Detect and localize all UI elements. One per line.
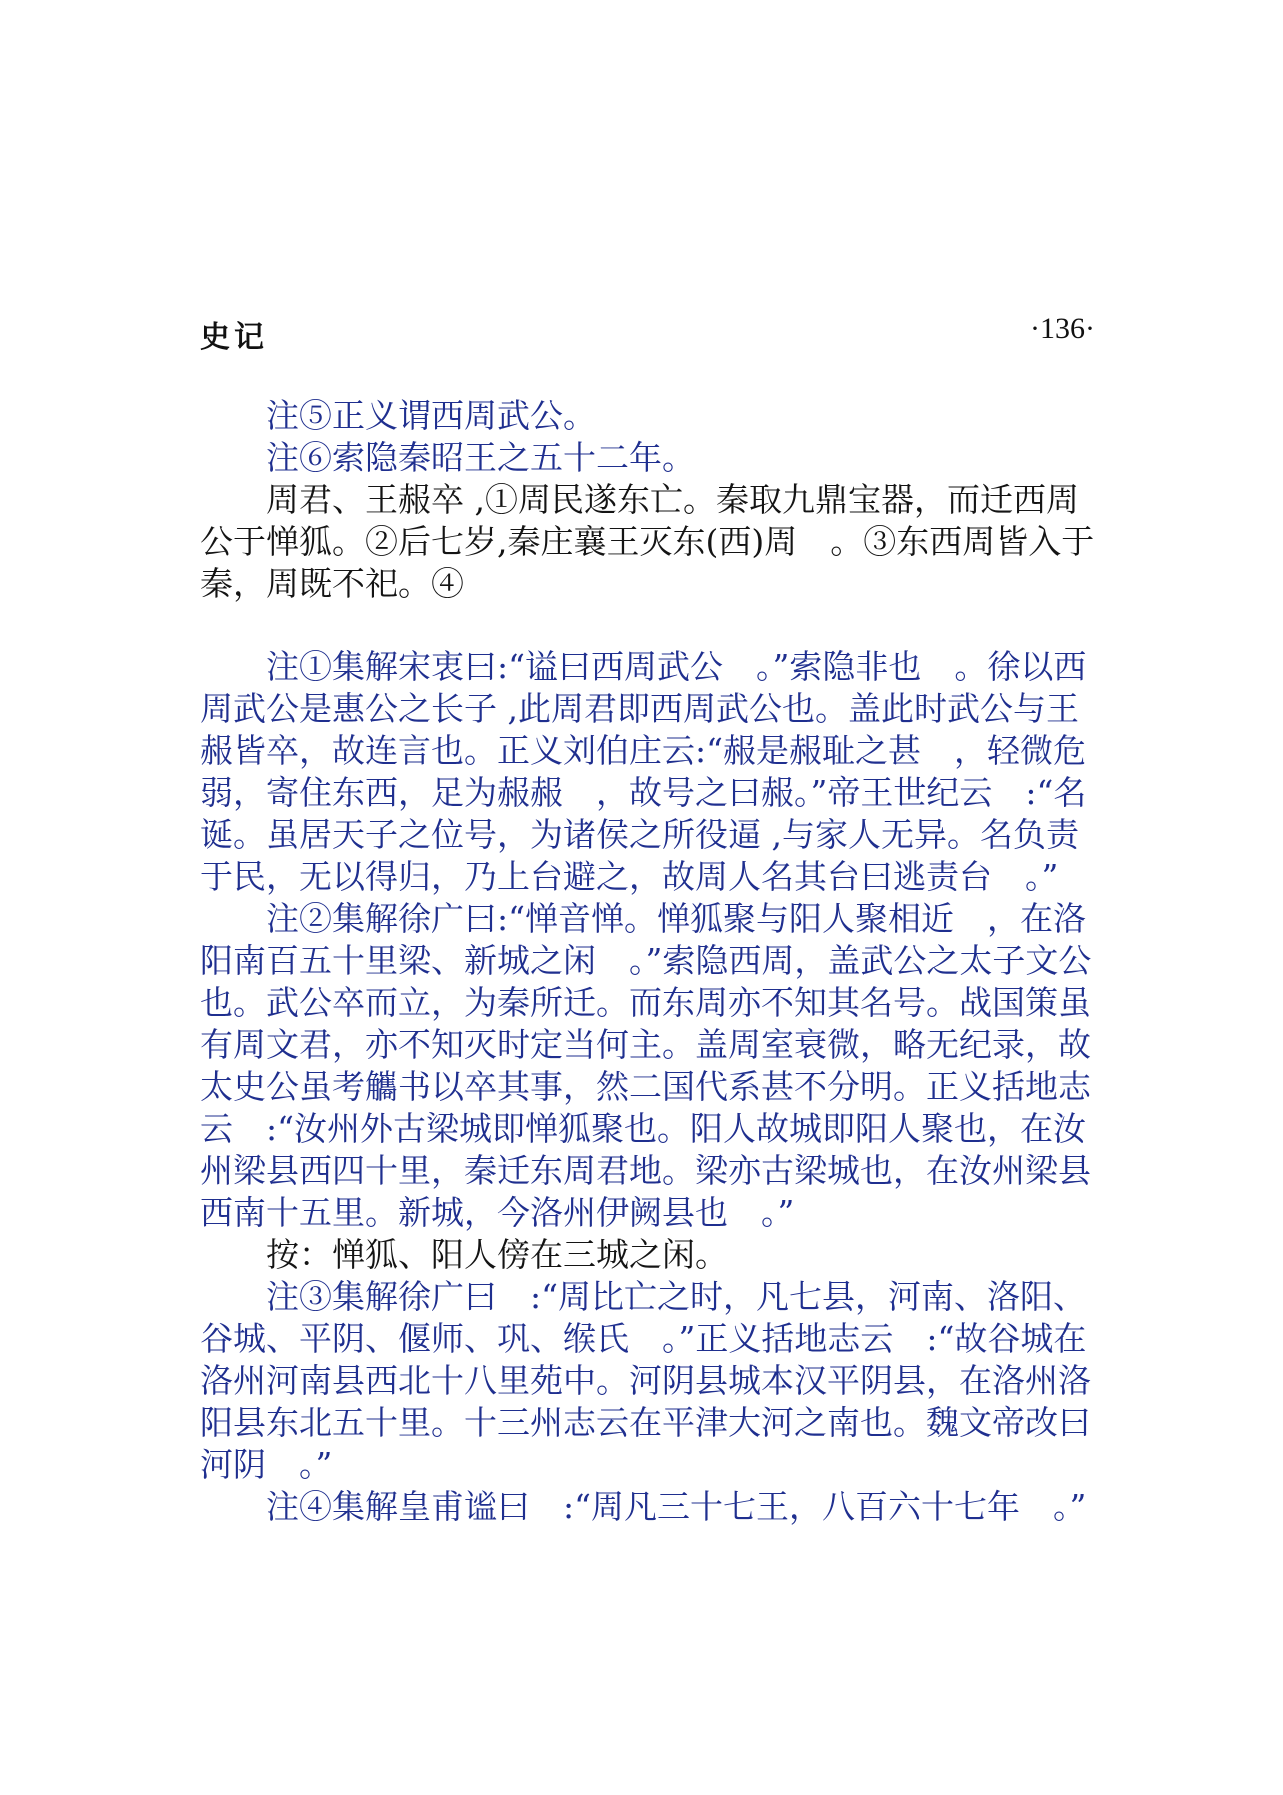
paragraph-gap (200, 605, 1095, 646)
annotation-line: 谷城、平阴、偃师、巩、缑氏 。”正义括地志云 :“故谷城在 (200, 1319, 1087, 1358)
text-line: 公于惮狐。②后七岁,秦庄襄王灭东(西)周 。③东西周皆入于 (200, 522, 1095, 561)
annotation-line: 阳南百五十里梁、新城之闲 。”索隐西周，盖武公之太子文公 (200, 941, 1092, 980)
annotation-line: 云 :“汝州外古梁城即惮狐聚也。阳人故城即阳人聚也，在汝 (200, 1109, 1086, 1148)
annotation-line: 州梁县西四十里，秦迁东周君地。梁亦古梁城也，在汝州梁县 (200, 1151, 1091, 1190)
annotation-line: 赧皆卒，故连言也。正义刘伯庄云:“赧是赧耻之甚 ，轻微危 (200, 731, 1086, 770)
annotation-line: 洛州河南县西北十八里苑中。河阴县城本汉平阴县，在洛州洛 (200, 1361, 1091, 1400)
page-body (200, 395, 1095, 1528)
annotation-line: 注③集解徐广曰 :“周比亡之时，凡七县，河南、洛阳、 (200, 1277, 1086, 1316)
annotation-line: 阳县东北五十里。十三州志云在平津大河之南也。魏文帝改曰 (200, 1403, 1091, 1442)
annotation-line: 注④集解皇甫谧曰 :“周凡三十七王，八百六十七年 。” (200, 1487, 1087, 1526)
page-number: ·136· (1030, 312, 1095, 345)
text-line: 周君、王赧卒 ,①周民遂东亡。秦取九鼎宝器，而迁西周 (200, 480, 1079, 519)
annotation-line: 西南十五里。新城，今洛州伊阙县也 。” (200, 1193, 795, 1232)
annotation-line: 太史公虽考觿书以卒其事，然二国代系甚不分明。正义括地志 (200, 1067, 1091, 1106)
annotation-line: 周武公是惠公之长子 ,此周君即西周武公也。盖此时武公与王 (200, 689, 1079, 728)
annotation-line: 诞。虽居天子之位号，为诸侯之所役逼 ,与家人无异。名负责 (200, 815, 1079, 854)
text-line: 按：惮狐、阳人傍在三城之闲。 (200, 1235, 728, 1274)
book-title: 史记 (200, 320, 268, 355)
annotation-line: 有周文君，亦不知灭时定当何主。盖周室衰微，略无纪录，故 (200, 1025, 1091, 1064)
annotation-line: 注①集解宋衷曰:“谥曰西周武公 。”索隐非也 。徐以西 (200, 647, 1087, 686)
annotation-line: 弱，寄住东西，足为赧赧 ，故号之曰赧。”帝王世纪云 :“名 (200, 773, 1087, 812)
annotation-line: 河阴 。” (200, 1445, 333, 1484)
annotation-line: 注⑥索隐秦昭王之五十二年。 (200, 438, 695, 477)
annotation-line: 于民，无以得归，乃上台避之，故周人名其台曰逃责台 。” (200, 857, 1059, 896)
annotation-line: 注②集解徐广曰:“惮音惮。惮狐聚与阳人聚相近 ，在洛 (200, 899, 1086, 938)
text-line: 秦，周既不祀。④ (200, 564, 464, 603)
annotation-line: 注⑤正义谓西周武公。 (200, 396, 596, 435)
annotation-line: 也。武公卒而立，为秦所迁。而东周亦不知其名号。战国策虽 (200, 983, 1091, 1022)
page-header (200, 312, 1095, 356)
